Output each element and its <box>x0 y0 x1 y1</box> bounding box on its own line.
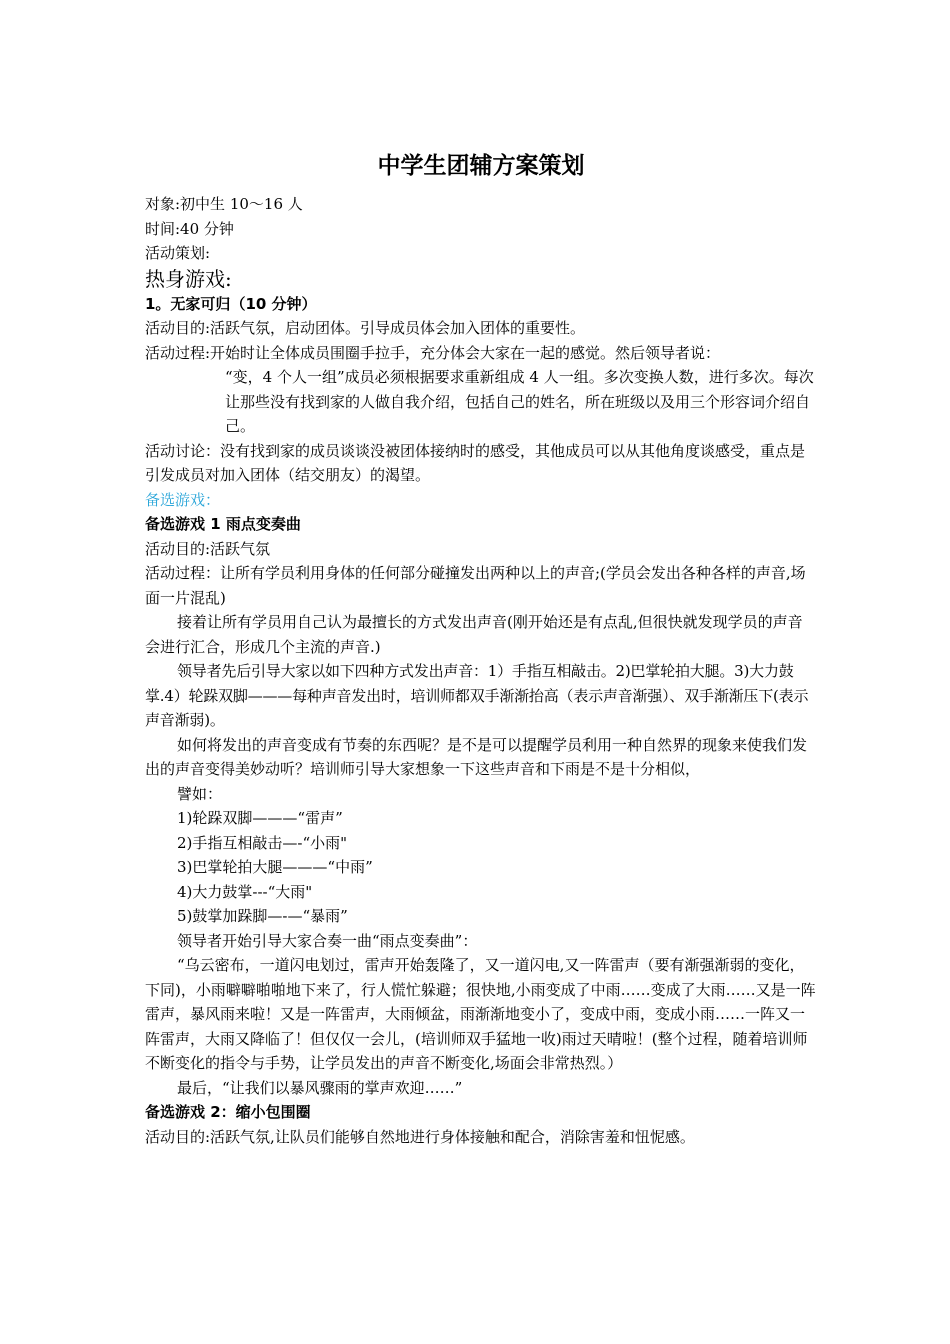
document-body <box>145 150 817 1149</box>
alt-games-heading: 备选游戏： <box>145 490 221 509</box>
alt-game2-heading: 备选游戏 2：缩小包围圈 <box>145 1103 311 1121</box>
meta-plan: 活动策划: <box>145 244 211 262</box>
game1-process-continued: “变，4 个人一组”成员必须根据要求重新组成 4 人一组。多次变换人数，进行多次。每次让那些没有找到家的人做自我介绍，包括自己的姓名，所在班级以及用三个形容词介绍自己。 <box>225 368 814 435</box>
example-item: 2)手指互相敲击—-“小雨" <box>177 833 348 852</box>
meta-time: 时间:40 分钟 <box>145 219 234 238</box>
example-item: 3)巴掌轮拍大腿———“中雨” <box>177 858 373 876</box>
example-intro: 譬如： <box>177 784 223 803</box>
closing-line: 最后，“让我们以暴风骤雨的掌声欢迎……” <box>177 1078 463 1097</box>
meta-target: 对象:初中生 10～16 人 <box>145 195 303 213</box>
alt-game1-process: 活动过程：让所有学员利用身体的任何部分碰撞发出两种以上的声音;(学员会发出各种各样的声音,场面一片混乱) <box>145 564 806 607</box>
alt-game1-purpose: 活动目的:活跃气氛 <box>145 539 271 558</box>
lead-instruction: 领导者开始引导大家合奏一曲“雨点变奏曲”： <box>177 931 478 950</box>
alt-game2-purpose: 活动目的:活跃气氛,让队员们能够自然地进行身体接触和配合，消除害羞和忸怩感。 <box>145 1127 695 1146</box>
game1-discussion: 活动讨论：没有找到家的成员谈谈没被团体接纳时的感受，其他成员可以从其他角度谈感受，重点是引发成员对加入团体（结交朋友）的渴望。 <box>145 441 806 484</box>
game1-process: 活动过程:开始时让全体成员围圈手拉手，充分体会大家在一起的感觉。然后领导者说： <box>145 343 721 362</box>
example-item: 1)轮跺双脚———“雷声” <box>177 809 343 827</box>
alt-game1-paragraph: 领导者先后引导大家以如下四种方式发出声音：1）手指互相敲击。2)巴掌轮拍大腿。3)大力鼓掌.4）轮跺双脚———每种声音发出时，培训师都双手渐渐抬高（表示声音渐强）、双手渐渐压下(表示声音渐弱)。 <box>145 662 809 729</box>
example-item: 4)大力鼓掌---“大雨" <box>177 882 313 901</box>
warmup-heading: 热身游戏: <box>145 266 232 291</box>
alt-game1-paragraph: 接着让所有学员用自己认为最擅长的方式发出声音(刚开始还是有点乱,但很快就发现学员的声音会进行汇合，形成几个主流的声音.) <box>145 613 803 656</box>
example-item: 5)鼓掌加跺脚—-—“暴雨” <box>177 907 348 925</box>
alt-game1-heading: 备选游戏 1 雨点变奏曲 <box>145 515 301 533</box>
game1-heading: 1。无家可归（10 分钟） <box>145 294 317 313</box>
document-title: 中学生团辅方案策划 <box>377 153 585 179</box>
story-paragraph: “乌云密布，一道闪电划过，雷声开始轰隆了，又一道闪电,又一阵雷声（要有渐强渐弱的变化，下同)，小雨噼噼啪啪地下来了，行人慌忙躲避；很快地,小雨变成了中雨……变成了大雨……又是一阵雷声，暴风雨来啦！又是一阵雷声，大雨倾盆，雨渐渐地变小了，变成中雨，变成小雨……一阵又一阵雷声，大雨又降临了！但仅仅一会儿，(培训师双手猛地一收)雨过天晴啦！(整个过程，随着培训师不断变化的指令与手势，让学员发出的声音不断变化,场面会非常热烈。） <box>145 956 816 1072</box>
game1-purpose: 活动目的:活跃气氛，启动团体。引导成员体会加入团体的重要性。 <box>145 319 586 337</box>
alt-game1-paragraph: 如何将发出的声音变成有节奏的东西呢？是不是可以提醒学员利用一种自然界的现象来使我们发出的声音变得美妙动听？培训师引导大家想象一下这些声音和下雨是不是十分相似， <box>145 735 808 778</box>
